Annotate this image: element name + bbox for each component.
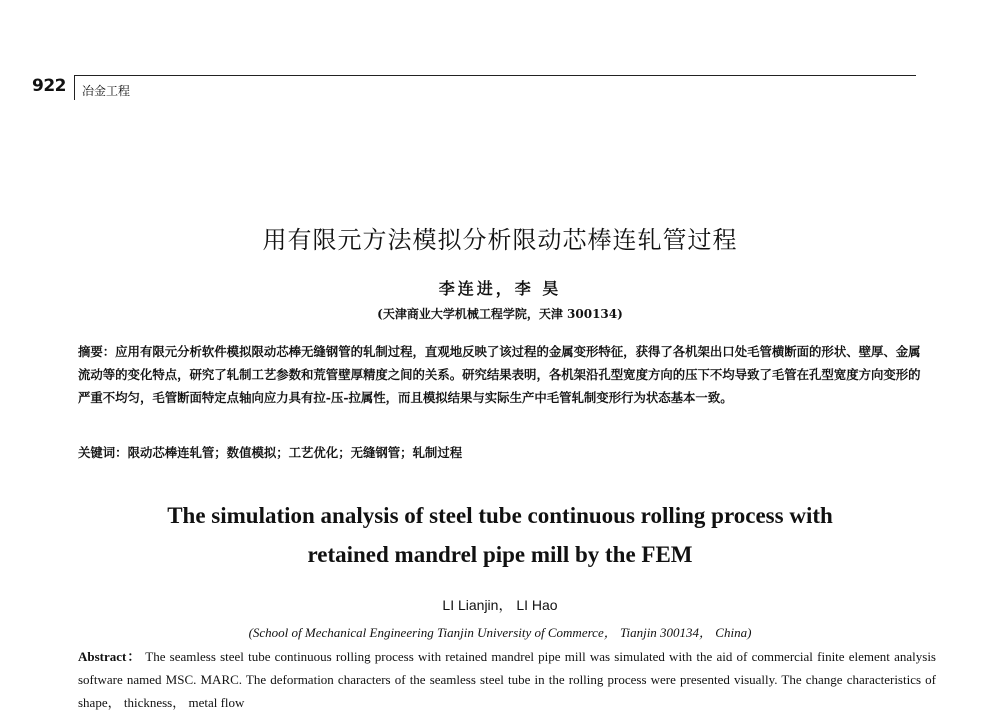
en-affiliation: (School of Mechanical Engineering Tianjin University of Commerce， Tianjin 300134， China) xyxy=(248,625,752,640)
cn-keywords xyxy=(78,443,928,461)
header-divider xyxy=(74,76,75,100)
header-rule xyxy=(74,75,916,76)
en-authors: LI Lianjin， LI Hao xyxy=(442,597,558,613)
cn-authors: 李连进，李 昊 xyxy=(438,279,562,298)
en-paper-title-line2: retained mandrel pipe mill by the FEM xyxy=(307,542,693,567)
cn-keywords-label: 关键词： xyxy=(78,445,128,460)
cn-affiliation: (天津商业大学机械工程学院，天津 300134) xyxy=(377,307,623,321)
cn-abstract-text: 应用有限元分析软件模拟限动芯棒无缝钢管的轧制过程，直观地反映了该过程的金属变形特征，获得了各机架出口处毛管横断面的形状、壁厚、金属流动等的变化特点，研究了轧制工艺参数和荒管壁厚精度之间的关系。研究结果表明，各机架沿孔型宽度方向的压下不均导致了毛管在孔型宽度方向变形的严重不均匀，毛管断面特定点轴向应力具有拉-压-拉属性，而且模拟结果与实际生产中毛管轧制变形行为状态基本一致。 xyxy=(78,344,921,405)
cn-abstract xyxy=(78,340,928,409)
en-abstract-text: The seamless steel tube continuous rolling process with retained mandrel pipe mill was simulated with the aid of commercial finite element analysis software named MSC. MARC. The deformation characters of the seamless steel tube in the rolling process were presented visually. The change characteristics of shape， thickness， metal flow xyxy=(78,649,936,710)
cn-keywords-text: 限动芯棒连轧管；数值模拟；工艺优化；无缝钢管；轧制过程 xyxy=(127,445,463,460)
journal-name: 冶金工程 xyxy=(82,84,131,98)
en-abstract-label: Abstract： xyxy=(78,649,142,664)
cn-paper-title: 用有限元方法模拟分析限动芯棒连轧管过程 xyxy=(262,226,738,254)
cn-abstract-label: 摘要： xyxy=(78,344,116,359)
page-number: 922 xyxy=(32,76,66,96)
en-abstract xyxy=(78,645,936,714)
en-paper-title-line1: The simulation analysis of steel tube continuous rolling process with xyxy=(167,503,833,528)
